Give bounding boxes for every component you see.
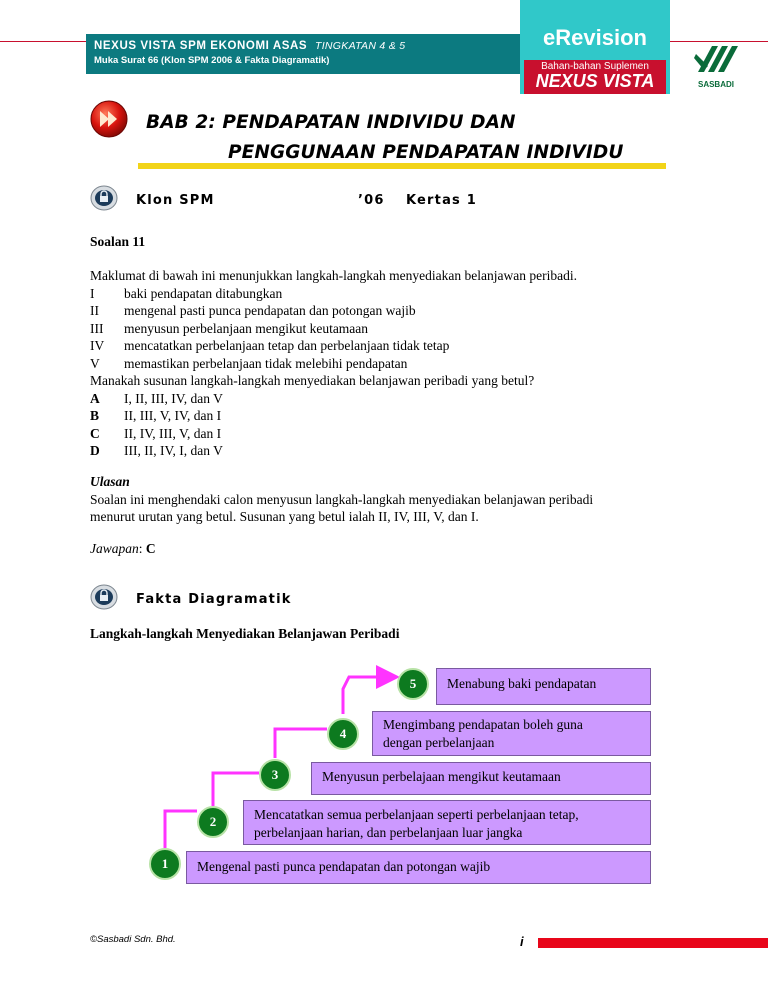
step-circle-3: 3 (259, 759, 291, 791)
item-key: IV (90, 338, 105, 353)
step-1-text: Mengenal pasti punca pendapatan dan potongan wajib (197, 859, 491, 874)
step-box-1 (186, 851, 651, 884)
step-circle-5: 5 (397, 668, 429, 700)
footer-copyright: ©Sasbadi Sdn. Bhd. (90, 934, 176, 945)
klon-year: ’06 (358, 193, 385, 208)
fakta-title: Langkah-langkah Menyediakan Belanjawan Peribadi (90, 626, 400, 641)
option-text: I, II, III, IV, dan V (124, 390, 223, 406)
step-circle-2: 2 (197, 806, 229, 838)
answer-value: C (145, 541, 156, 556)
klon-paper: Kertas 1 (406, 193, 477, 208)
step-circle-1: 1 (149, 848, 181, 880)
question-heading: Soalan 11 (90, 234, 146, 249)
item-text: mencatatkan perbelanjaan tetap dan perbelanjaan tidak tetap (124, 338, 450, 353)
step-4-text-line1: Mengimbang pendapatan boleh guna (383, 717, 583, 732)
option-text: III, II, IV, I, dan V (124, 443, 223, 458)
step-box-3 (311, 762, 651, 795)
option-key: D (90, 443, 100, 458)
answer-label: Jawapan (90, 541, 139, 556)
klon-label: Klon SPM (136, 193, 215, 208)
item-text: mengenal pasti punca pendapatan dan potongan wajib (124, 303, 416, 318)
chapter-title-line1: BAB 2: PENDAPATAN INDIVIDU DAN (146, 112, 516, 133)
step-box-4 (372, 711, 651, 756)
option-key: B (90, 408, 100, 423)
item-text: baki pendapatan ditabungkan (124, 285, 283, 301)
step-box-5 (436, 668, 651, 705)
question-prompt: Manakah susunan langkah-langkah menyediakan belanjawan peribadi yang betul? (90, 373, 535, 388)
item-key: II (90, 303, 99, 318)
item-key: I (90, 285, 95, 301)
erevision-title: eRevision (543, 25, 647, 50)
fakta-label: Fakta Diagramatik (136, 592, 292, 607)
option-text: II, III, V, IV, dan I (124, 408, 222, 423)
item-key: III (90, 320, 104, 336)
footer-bar (538, 938, 768, 948)
review-heading: Ulasan (90, 474, 130, 489)
answer-colon: : (138, 541, 146, 556)
step-box-2 (243, 800, 651, 845)
item-text: memastikan perbelanjaan tidak melebihi pendapatan (124, 355, 408, 371)
question-intro: Maklumat di bawah ini menunjukkan langkah-langkah menyediakan belanjawan peribadi. (90, 268, 577, 283)
erevision-brand-name: NEXUS VISTA (524, 72, 666, 94)
item-key: V (90, 355, 100, 371)
step-circle-4: 4 (327, 718, 359, 750)
option-key: A (90, 390, 100, 406)
item-text: menyusun perbelanjaan mengikut keutamaan (124, 320, 369, 336)
step-3-text: Menyusun perbelajaan mengikut keutamaan (322, 769, 561, 784)
connector-3-4 (275, 729, 327, 758)
erevision-tagline: Bahan-bahan Suplemen (524, 60, 666, 72)
header-title-sub: TINGKATAN 4 & 5 (314, 40, 406, 52)
chapter-title-line2: PENGGUNAAN PENDAPATAN INDIVIDU (228, 142, 624, 163)
review-line1: Soalan ini menghendaki calon menyusun langkah-langkah menyediakan belanjawan peribadi (90, 491, 594, 507)
header-page-line: Muka Surat 66 (Klon SPM 2006 & Fakta Diagramatik) (94, 55, 330, 66)
review-line2: menurut urutan yang betul. Susunan yang betul ialah II, IV, III, V, dan I. (90, 509, 479, 524)
option-text: II, IV, III, V, dan I (124, 425, 222, 441)
footer-page-number: i (520, 934, 524, 949)
step-2-text-line1: Mencatatkan semua perbelanjaan seperti perbelanjaan tetap, (254, 807, 579, 822)
step-2-text-line2: perbelanjaan harian, dan perbelanjaan luar jangka (254, 824, 523, 840)
connector-1-2 (165, 811, 197, 848)
sasbadi-wordmark: SASBADI (697, 80, 734, 89)
step-4-text-line2: dengan perbelanjaan (383, 734, 495, 750)
connector-4-5 (343, 677, 394, 714)
option-key: C (90, 425, 100, 441)
step-5-text: Menabung baki pendapatan (447, 676, 597, 691)
header-title-main: NEXUS VISTA SPM EKONOMI ASAS (94, 40, 308, 52)
